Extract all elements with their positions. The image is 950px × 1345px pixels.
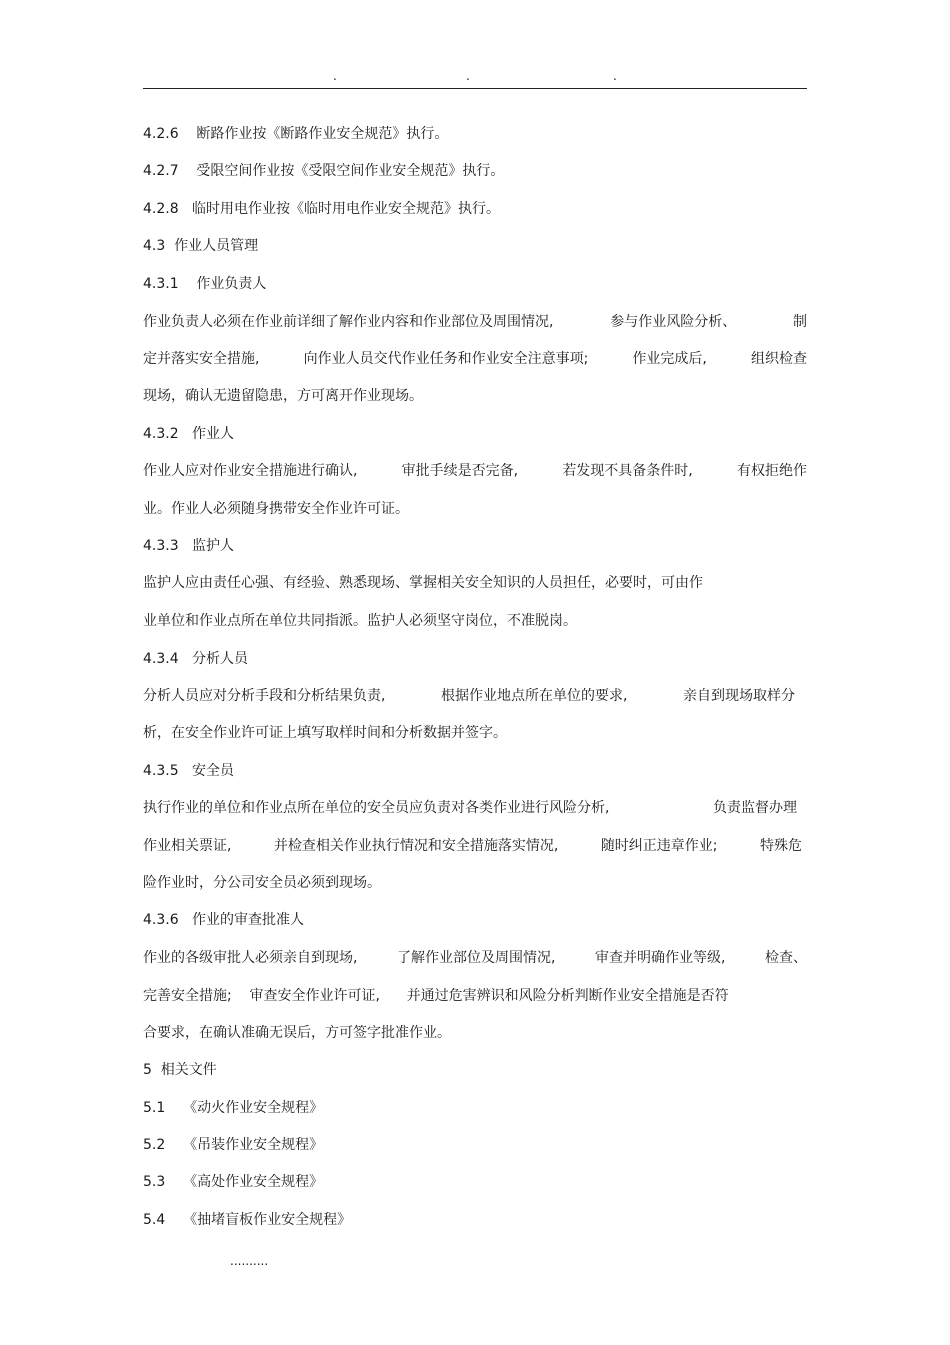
clause-4-2-8: 4.2.8 临时用电作业按《临时用电作业安全规范》执行。 xyxy=(143,201,500,217)
paragraph-line: 析，在安全作业许可证上填写取样时间和分析数据并签字。 xyxy=(143,725,507,741)
related-doc-5-1: 5.1 《动火作业安全规程》 xyxy=(143,1100,324,1116)
text-segment: 组织检查 xyxy=(751,351,807,367)
text-segment: 制 xyxy=(792,314,807,330)
page-header-dots xyxy=(0,68,950,84)
header-dot: . xyxy=(333,69,337,83)
text-segment: 审查并明确作业等级, xyxy=(595,950,726,966)
text-segment: 了解作业部位及周围情况, xyxy=(397,950,556,966)
text-segment: 参与作业风险分析、 xyxy=(610,314,737,330)
paragraph-line xyxy=(143,798,797,818)
paragraph-line: 完善安全措施; 审查安全作业许可证, 并通过危害辨识和风险分析判断作业安全措施是否符 xyxy=(143,988,729,1004)
header-dot: . xyxy=(613,69,617,83)
text-segment: 若发现不具备条件时, xyxy=(562,463,693,479)
footer-dots: .......... xyxy=(230,1254,269,1268)
clause-heading-4-3-2: 4.3.2 作业人 xyxy=(143,426,234,442)
text-segment: 分析人员应对分析手段和分析结果负责, xyxy=(143,688,386,704)
section-heading-4-3: 4.3 作业人员管理 xyxy=(143,238,259,254)
text-segment: 亲自到现场取样分 xyxy=(683,688,795,704)
text-segment: 并检查相关作业执行情况和安全措施落实情况, xyxy=(273,838,559,854)
text-segment: 作业人应对作业安全措施进行确认, xyxy=(143,463,358,479)
clause-heading-4-3-5: 4.3.5 安全员 xyxy=(143,763,234,779)
clause-4-2-6: 4.2.6 断路作业按《断路作业安全规范》执行。 xyxy=(143,126,449,142)
paragraph-line: 监护人应由责任心强、有经验、熟悉现场、掌握相关安全知识的人员担任，必要时，可由作 xyxy=(143,575,703,591)
paragraph-line xyxy=(143,948,807,968)
text-segment: 有权拒绝作 xyxy=(736,463,807,479)
text-segment: 执行作业的单位和作业点所在单位的安全员应负责对各类作业进行风险分析, xyxy=(143,800,610,816)
clause-heading-4-3-6: 4.3.6 作业的审查批准人 xyxy=(143,912,304,928)
text-segment: 作业的各级审批人必须亲自到现场, xyxy=(143,950,358,966)
text-segment: 特殊危 xyxy=(759,838,802,854)
text-segment: 根据作业地点所在单位的要求, xyxy=(441,688,628,704)
text-segment: 作业负责人必须在作业前详细了解作业内容和作业部位及周围情况, xyxy=(143,314,554,330)
related-doc-5-3: 5.3 《高处作业安全规程》 xyxy=(143,1174,324,1190)
paragraph-line: 现场，确认无遗留隐患，方可离开作业现场。 xyxy=(143,388,423,404)
related-doc-5-4: 5.4 《抽堵盲板作业安全规程》 xyxy=(143,1212,352,1228)
paragraph-line: 险作业时，分公司安全员必须到现场。 xyxy=(143,875,381,891)
header-rule xyxy=(143,88,807,89)
clause-4-2-7: 4.2.7 受限空间作业按《受限空间作业安全规范》执行。 xyxy=(143,163,505,179)
paragraph-line xyxy=(143,686,795,706)
text-segment: 随时纠正违章作业; xyxy=(600,838,718,854)
clause-heading-4-3-4: 4.3.4 分析人员 xyxy=(143,651,248,667)
clause-heading-4-3-3: 4.3.3 监护人 xyxy=(143,538,234,554)
paragraph-line xyxy=(143,312,807,332)
paragraph-line: 业。作业人必须随身携带安全作业许可证。 xyxy=(143,501,409,517)
text-segment: 作业完成后, xyxy=(632,351,707,367)
text-segment: 向作业人员交代作业任务和作业安全注意事项; xyxy=(303,351,589,367)
related-doc-5-2: 5.2 《吊装作业安全规程》 xyxy=(143,1137,324,1153)
text-segment: 负责监督办理 xyxy=(713,800,797,816)
paragraph-line: 合要求，在确认准确无误后，方可签字批准作业。 xyxy=(143,1025,451,1041)
paragraph-line xyxy=(143,836,802,856)
paragraph-line xyxy=(143,349,807,369)
paragraph-line: 业单位和作业点所在单位共同指派。监护人必须坚守岗位，不准脱岗。 xyxy=(143,613,577,629)
header-dot: . xyxy=(466,69,470,83)
text-segment: 定并落实安全措施, xyxy=(143,351,260,367)
paragraph-line xyxy=(143,461,807,481)
clause-heading-4-3-1: 4.3.1 作业负责人 xyxy=(143,276,267,292)
section-heading-5: 5 相关文件 xyxy=(143,1062,217,1078)
text-segment: 检查、 xyxy=(765,950,807,966)
text-segment: 作业相关票证, xyxy=(143,838,232,854)
text-segment: 审批手续是否完备, xyxy=(401,463,519,479)
